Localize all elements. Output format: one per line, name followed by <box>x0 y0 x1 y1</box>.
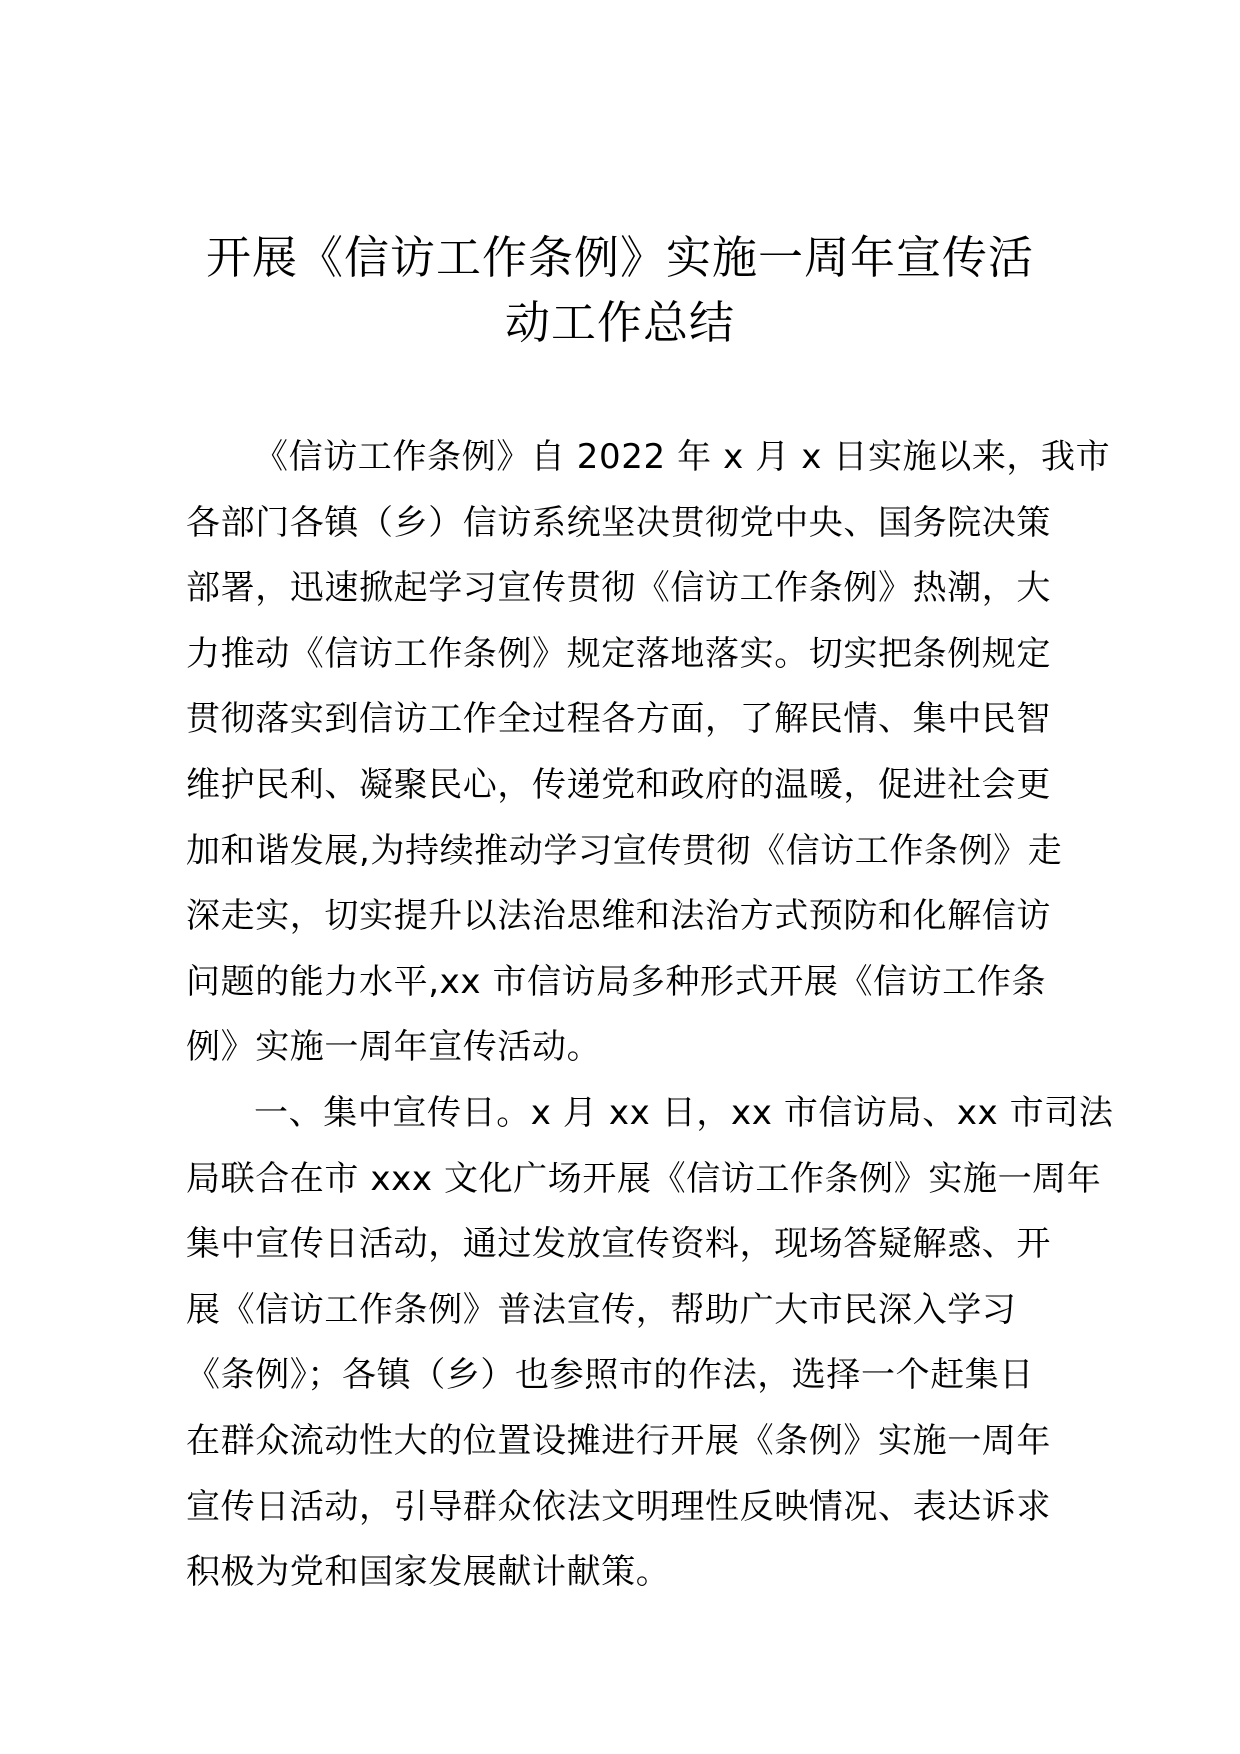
paragraph-line: 在群众流动性大的位置设摊进行开展《条例》实施一周年 <box>186 1420 1051 1461</box>
paragraph-line: 例》实施一周年宣传活动。 <box>186 1027 602 1068</box>
paragraph-line: 各部门各镇（乡）信访系统坚决贯彻党中央、国务院决策 <box>186 502 1051 543</box>
paragraph-line: 加和谐发展,为持续推动学习宣传贯彻《信访工作条例》走 <box>186 830 1063 871</box>
document-body <box>186 425 1114 1606</box>
title-line: 动工作总结 <box>504 296 735 349</box>
paragraph-line: 问题的能力水平,xx 市信访局多种形式开展《信访工作条 <box>186 961 1047 1002</box>
paragraph-line: 深走实，切实提升以法治思维和法治方式预防和化解信访 <box>186 896 1051 937</box>
paragraph-line: 部署，迅速掀起学习宣传贯彻《信访工作条例》热潮，大 <box>186 568 1051 609</box>
paragraph-line: 积极为党和国家发展献计献策。 <box>186 1552 671 1593</box>
paragraph-line: 维护民利、凝聚民心，传递党和政府的温暖，促进社会更 <box>186 764 1051 805</box>
paragraph-intro <box>186 425 1111 1081</box>
paragraph-line: 展《信访工作条例》普法宣传，帮助广大市民深入学习 <box>186 1289 1017 1330</box>
title-line: 开展《信访工作条例》实施一周年宣传活 <box>205 231 1034 284</box>
paragraph-line: 《条例》；各镇（乡）也参照市的作法，选择一个赶集日 <box>186 1355 1034 1396</box>
paragraph-line: 局联合在市 xxx 文化广场开展《信访工作条例》实施一周年 <box>186 1158 1102 1199</box>
paragraph-line: 一、集中宣传日。x 月 xx 日，xx 市信访局、xx 市司法 <box>254 1092 1114 1133</box>
paragraph-line: 《信访工作条例》自 2022 年 x 月 x 日实施以来，我市 <box>254 437 1111 477</box>
paragraph-line: 集中宣传日活动，通过发放宣传资料，现场答疑解惑、开 <box>186 1224 1051 1265</box>
paragraph-line: 贯彻落实到信访工作全过程各方面，了解民情、集中民智 <box>186 699 1051 740</box>
document-title <box>170 225 1070 355</box>
paragraph-line: 力推动《信访工作条例》规定落地落实。切实把条例规定 <box>186 633 1051 674</box>
paragraph-line: 宣传日活动，引导群众依法文明理性反映情况、表达诉求 <box>186 1486 1051 1527</box>
paragraph-section-one <box>186 1081 1114 1606</box>
